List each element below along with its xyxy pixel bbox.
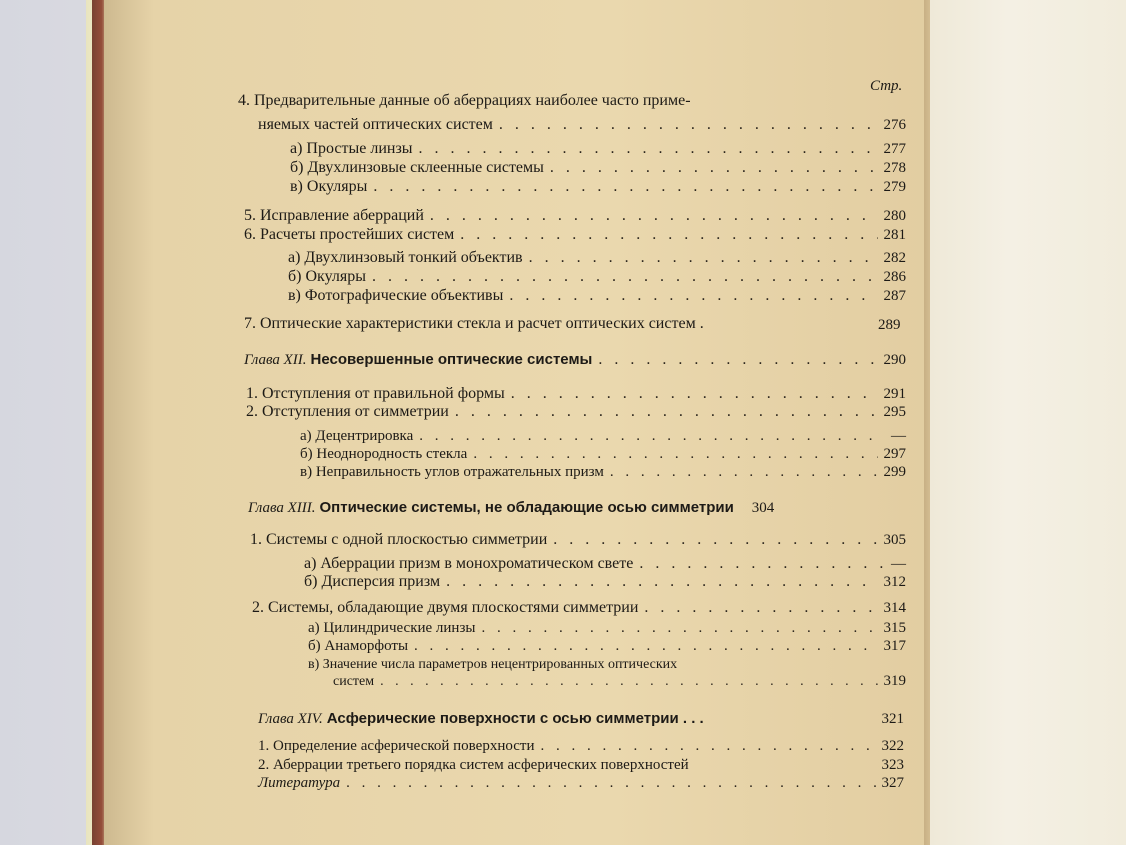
toc-entry <box>290 140 906 158</box>
toc-entry-title: б) Дисперсия призм <box>304 573 441 590</box>
dot-leader <box>540 738 875 755</box>
toc-entry <box>246 385 906 403</box>
toc-page-number: 315 <box>883 620 906 636</box>
dot-leader <box>639 555 885 573</box>
toc-page-number: 282 <box>883 250 906 266</box>
dot-leader <box>511 385 878 403</box>
toc-entry <box>300 464 906 481</box>
toc-page-number: 290 <box>883 352 906 368</box>
toc-page-number: 289 <box>878 317 901 333</box>
dot-leader <box>372 268 878 286</box>
toc-page-number: 291 <box>883 386 906 402</box>
toc-page-number: 297 <box>883 446 906 462</box>
toc-entry-title: в) Фотографические объективы <box>288 287 504 304</box>
toc-page-number: 312 <box>883 574 906 590</box>
toc-entry: в) Значение числа параметров нецентрированных оптических <box>308 657 678 672</box>
toc-page-number: — <box>891 556 906 572</box>
dot-leader <box>346 775 875 792</box>
toc-entry <box>258 116 906 134</box>
toc-page-number: 281 <box>883 227 906 243</box>
dot-leader <box>460 226 877 244</box>
dot-leader <box>553 531 877 549</box>
dot-leader <box>529 249 878 267</box>
toc-page-number: 278 <box>883 160 906 176</box>
toc-entry-title: 2. Системы, обладающие двумя плоскостями симметрии <box>252 599 639 616</box>
dot-leader <box>446 573 877 591</box>
toc-entry-title: а) Аберрации призм в монохроматическом свете <box>304 555 634 572</box>
toc-entry <box>244 226 906 244</box>
chapter-heading <box>244 351 906 369</box>
toc-entry <box>290 178 906 196</box>
dot-leader <box>414 638 877 655</box>
toc-page-number: 327 <box>881 775 904 791</box>
dot-leader <box>550 159 878 177</box>
chapter-heading <box>248 499 908 517</box>
toc-page-number: 321 <box>881 711 904 727</box>
dot-leader <box>455 403 878 421</box>
toc-entry <box>290 159 906 177</box>
toc-entry <box>250 531 906 549</box>
toc-page-number: 280 <box>883 208 906 224</box>
toc-page-number: 277 <box>883 141 906 157</box>
dot-leader <box>430 207 878 225</box>
toc-entry-title: б) Анаморфоты <box>308 638 409 654</box>
toc-entry-title: 2. Аберрации третьего порядка систем асферических поверхностей <box>258 757 689 773</box>
toc-entry <box>252 599 906 617</box>
dot-leader <box>380 674 877 690</box>
toc-entry <box>258 738 904 755</box>
dot-leader <box>373 178 877 196</box>
toc-entry <box>300 428 906 445</box>
toc-entry-title: 1. Определение асферической поверхности <box>258 738 535 754</box>
toc-entry-title: а) Децентрировка <box>300 428 414 444</box>
toc-page-number: 276 <box>883 117 906 133</box>
toc-page-number: 323 <box>881 757 904 773</box>
toc-page-number: 314 <box>883 600 906 616</box>
toc-page-number: 286 <box>883 269 906 285</box>
toc-entry: 7. Оптические характеристики стекла и расчет оптических систем . <box>244 315 704 332</box>
chapter-label: Глава XII. <box>244 352 307 368</box>
toc-entry <box>304 555 906 573</box>
toc-page-number: 319 <box>883 673 906 689</box>
toc-page-number: 299 <box>883 464 906 480</box>
toc-page-number: 279 <box>883 179 906 195</box>
chapter-title: Оптические системы, не обладающие осью симметрии <box>319 499 734 516</box>
toc-entry-title: а) Двухлинзовый тонкий объектив <box>288 249 523 266</box>
toc-page-number: 295 <box>883 404 906 420</box>
toc-entry-title: 1. Системы с одной плоскостью симметрии <box>250 531 548 548</box>
dot-leader <box>481 620 877 637</box>
chapter-label: Глава XIV. <box>258 711 323 727</box>
toc-entry <box>308 620 906 637</box>
dot-leader <box>419 428 885 445</box>
toc-page-number: 305 <box>883 532 906 548</box>
toc-entry-title: в) Окуляры <box>290 178 368 195</box>
toc-entry <box>300 446 906 463</box>
toc-entry-title: а) Простые линзы <box>290 140 413 157</box>
toc-entry-title: б) Двухлинзовые склеенные системы <box>290 159 544 176</box>
chapter-title: Асферические поверхности с осью симметрии . . . <box>326 710 704 727</box>
toc-entry <box>258 775 904 792</box>
toc-entry <box>258 757 904 774</box>
dot-leader <box>499 116 878 134</box>
dot-leader <box>598 351 877 369</box>
toc-entry-title: няемых частей оптических систем <box>258 116 493 133</box>
dot-leader <box>419 140 878 158</box>
toc-entry <box>244 207 906 225</box>
toc-entry-title: Литература <box>258 775 341 791</box>
toc-entry-title: б) Неоднородность стекла <box>300 446 468 462</box>
toc-entry: 4. Предварительные данные об аберрациях наиболее часто приме- <box>238 92 691 109</box>
toc-entry <box>304 573 906 591</box>
toc-entry-title: в) Неправильность углов отражательных призм <box>300 464 604 480</box>
toc-entry <box>288 268 906 286</box>
dot-leader <box>644 599 877 617</box>
toc-entry <box>308 638 906 655</box>
toc-entry <box>288 249 906 267</box>
toc-entry-title: а) Цилиндрические линзы <box>308 620 476 636</box>
toc-entry <box>246 403 906 421</box>
toc-page-number: 317 <box>883 638 906 654</box>
toc-entry-title: 6. Расчеты простейших систем <box>244 226 455 243</box>
chapter-title: Несовершенные оптические системы <box>310 351 593 368</box>
toc-page-number: 304 <box>751 500 775 516</box>
toc-page-number: 287 <box>883 288 906 304</box>
toc-entry-title: б) Окуляры <box>288 268 366 285</box>
toc-entry-title: систем <box>333 674 375 689</box>
toc-entry-title: 1. Отступления от правильной формы <box>246 385 505 402</box>
toc-entry-title: 5. Исправление аберраций <box>244 207 424 224</box>
chapter-heading <box>258 710 904 728</box>
toc-entry <box>288 287 906 305</box>
chapter-label: Глава XIII. <box>248 500 316 516</box>
dot-leader <box>509 287 877 305</box>
toc-page-number: 322 <box>881 738 904 754</box>
toc-entry-title: 2. Отступления от симметрии <box>246 403 449 420</box>
dot-leader <box>473 446 877 463</box>
page-column-header: Стр. <box>870 78 903 94</box>
toc-entry <box>333 673 906 690</box>
dot-leader <box>610 464 878 481</box>
toc-page-number: — <box>891 428 906 444</box>
